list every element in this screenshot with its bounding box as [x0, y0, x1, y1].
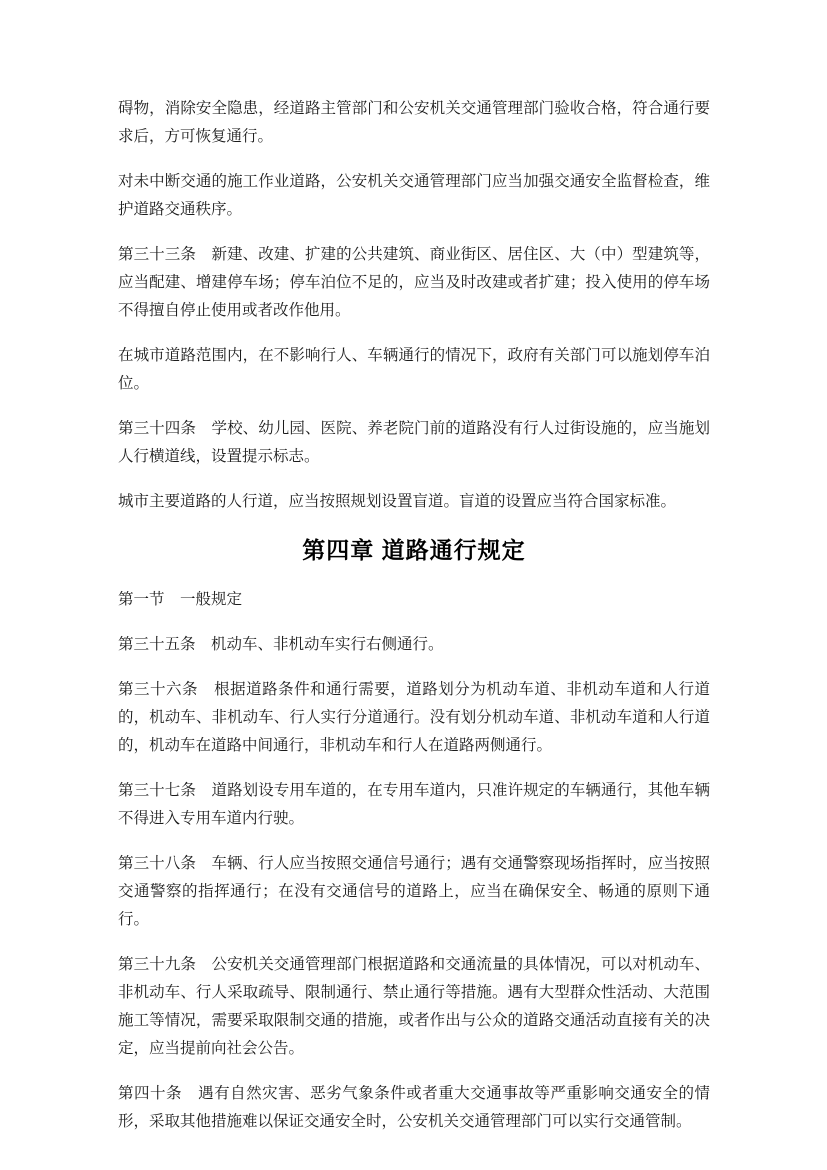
- section-heading-general-rules: 第一节 一般规定: [118, 591, 243, 608]
- paragraph-article-34: 第三十四条 学校、幼儿园、医院、养老院门前的道路没有行人过街设施的，应当施划人行横道线，设置提示标志。: [118, 420, 710, 465]
- paragraph-article-35: 第三十五条 机动车、非机动车实行右侧通行。: [118, 636, 444, 653]
- paragraph-uninterrupted-construction-roads: 对未中断交通的施工作业道路，公安机关交通管理部门应当加强交通安全监督检查，维护道路交通秩序。: [118, 173, 710, 218]
- paragraph-article-36: 第三十六条 根据道路条件和通行需要，道路划分为机动车道、非机动车道和人行道的，机动车、非机动车、行人实行分道通行。没有划分机动车道、非机动车道和人行道的，机动车在道路中间通行，非机动车和行人在道路两侧通行。: [118, 681, 710, 754]
- paragraph-blind-sidewalks: 城市主要道路的人行道，应当按照规划设置盲道。盲道的设置应当符合国家标准。: [118, 493, 677, 510]
- paragraph-restore-traffic-continuation: 碍物，消除安全隐患，经道路主管部门和公安机关交通管理部门验收合格，符合通行要求后，方可恢复通行。: [118, 100, 710, 145]
- paragraph-article-37: 第三十七条 道路划设专用车道的，在专用车道内，只准许规定的车辆通行，其他车辆不得进入专用车道内行驶。: [118, 782, 710, 827]
- paragraph-parking-spaces-on-urban-roads: 在城市道路范围内，在不影响行人、车辆通行的情况下，政府有关部门可以施划停车泊位。: [118, 347, 710, 392]
- paragraph-article-33: 第三十三条 新建、改建、扩建的公共建筑、商业街区、居住区、大（中）型建筑等，应当配建、增建停车场；停车泊位不足的，应当及时改建或者扩建；投入使用的停车场不得擅自停止使用或者改作他用。: [118, 246, 710, 319]
- paragraph-article-40: 第四十条 遇有自然灾害、恶劣气象条件或者重大交通事故等严重影响交通安全的情形，采取其他措施难以保证交通安全时，公安机关交通管理部门可以实行交通管制。: [118, 1085, 710, 1130]
- paragraph-article-38: 第三十八条 车辆、行人应当按照交通信号通行；遇有交通警察现场指挥时，应当按照交通警察的指挥通行；在没有交通信号的道路上，应当在确保安全、畅通的原则下通行。: [118, 855, 710, 928]
- paragraph-article-39: 第三十九条 公安机关交通管理部门根据道路和交通流量的具体情况，可以对机动车、非机动车、行人采取疏导、限制通行、禁止通行等措施。遇有大型群众性活动、大范围施工等情况，需要采取限制交通的措施，或者作出与公众的道路交通活动直接有关的决定，应当提前向社会公告。: [118, 956, 710, 1057]
- chapter-heading: 第四章 道路通行规定: [302, 537, 526, 563]
